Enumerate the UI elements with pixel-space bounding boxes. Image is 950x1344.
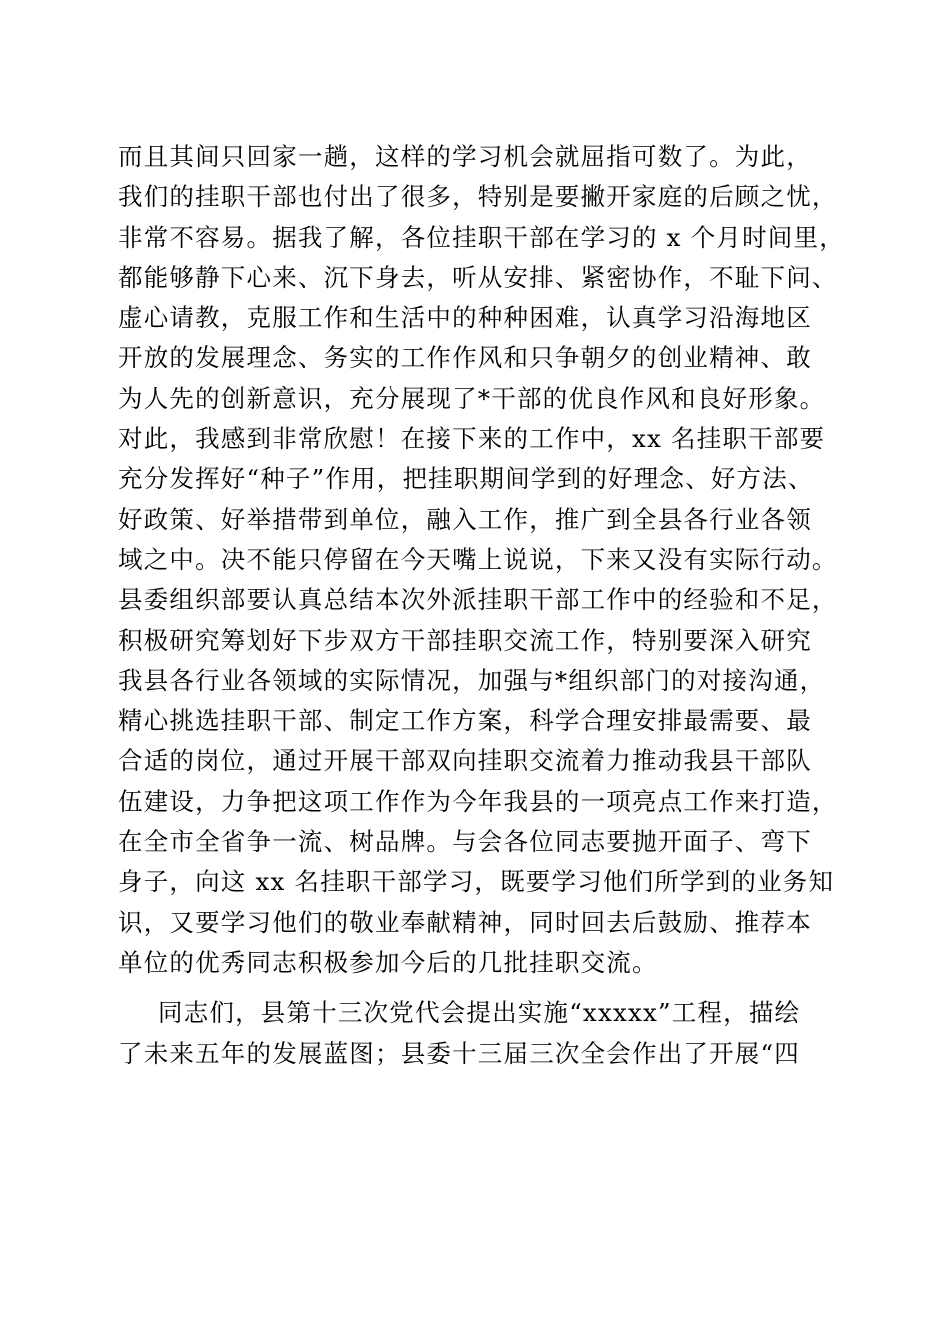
text-line: 了未来五年的发展蓝图；县委十三届三次全会作出了开展“四 bbox=[118, 1038, 800, 1068]
body-text bbox=[118, 137, 845, 1074]
text-line: 合适的岗位，通过开展干部双向挂职交流着力推动我县干部队 bbox=[118, 746, 812, 776]
text-line: 识，又要学习他们的敬业奉献精神，同时回去后鼓励、推荐本 bbox=[118, 907, 812, 937]
text-line: 开放的发展理念、务实的工作作风和只争朝夕的创业精神、敢 bbox=[118, 343, 812, 373]
text-line: 好政策、好举措带到单位，融入工作，推广到全县各行业各领 bbox=[118, 504, 812, 534]
text-line: 我县各行业各领域的实际情况，加强与*组织部门的对接沟通， bbox=[118, 665, 826, 695]
text-line: 积极研究筹划好下步双方干部挂职交流工作，特别要深入研究 bbox=[118, 625, 812, 655]
text-line: 县委组织部要认真总结本次外派挂职干部工作中的经验和不足， bbox=[118, 585, 838, 615]
text-line: 在全市全省争一流、树品牌。与会各位同志要抛开面子、弯下 bbox=[118, 827, 812, 857]
text-line: 对此，我感到非常欣慰！在接下来的工作中，xx 名挂职干部要 bbox=[118, 424, 826, 454]
text-line: 同志们，县第十三次党代会提出实施“xxxxx”工程，描绘 bbox=[158, 998, 801, 1028]
paragraph-2 bbox=[118, 993, 838, 1074]
text-line: 精心挑选挂职干部、制定工作方案，科学合理安排最需要、最 bbox=[118, 706, 812, 736]
text-line: 虚心请教，克服工作和生活中的种种困难，认真学习沿海地区 bbox=[118, 303, 812, 333]
text-line: 我们的挂职干部也付出了很多，特别是要撇开家庭的后顾之忧， bbox=[118, 182, 838, 212]
text-line: 域之中。决不能只停留在今天嘴上说说，下来又没有实际行动。 bbox=[118, 544, 838, 574]
text-line: 而且其间只回家一趟，这样的学习机会就屈指可数了。为此， bbox=[118, 142, 812, 171]
paragraph-spacer bbox=[118, 983, 838, 993]
text-line: 身子，向这 xx 名挂职干部学习，既要学习他们所学到的业务知 bbox=[118, 867, 835, 897]
text-line: 单位的优秀同志积极参加今后的几批挂职交流。 bbox=[118, 947, 658, 977]
text-line: 伍建设，力争把这项工作作为今年我县的一项亮点工作来打造， bbox=[118, 786, 838, 816]
text-line: 非常不容易。据我了解，各位挂职干部在学习的 x 个月时间里， bbox=[118, 222, 845, 252]
text-line: 充分发挥好“种子”作用，把挂职期间学到的好理念、好方法、 bbox=[118, 464, 814, 494]
text-line: 都能够静下心来、沉下身去，听从安排、紧密协作，不耻下问、 bbox=[118, 262, 838, 292]
paragraph-1 bbox=[118, 137, 845, 983]
text-line: 为人先的创新意识，充分展现了*干部的优良作风和良好形象。 bbox=[118, 383, 826, 413]
